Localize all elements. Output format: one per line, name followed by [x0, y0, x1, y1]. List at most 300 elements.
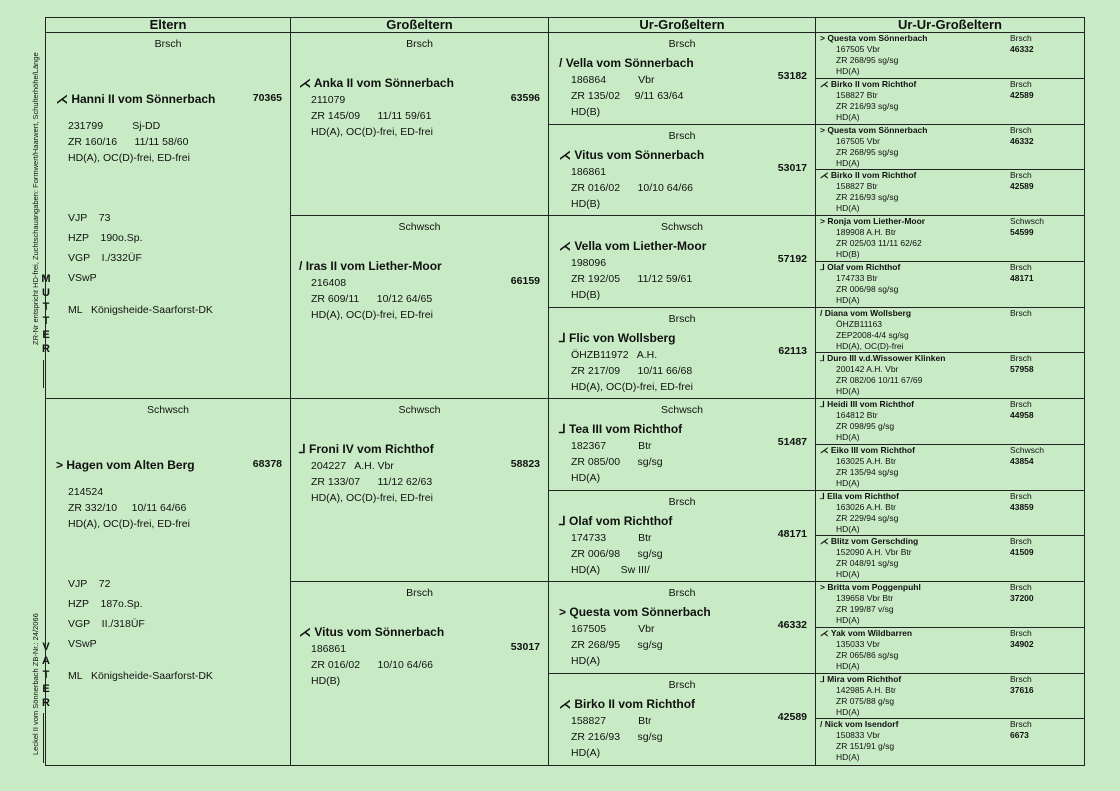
coat-color: Schwsch — [1010, 216, 1045, 226]
detail-line: 174733 Btr — [571, 531, 652, 544]
detail-text: ZR 098/95 g/sg — [836, 421, 895, 431]
detail-line — [816, 192, 1084, 203]
ururgrosseltern-cell — [816, 536, 1084, 582]
reg-number: 41509 — [1010, 547, 1034, 558]
line-mark: ⅃ — [559, 330, 566, 345]
dog-name-text: Hanni II vom Sönnerbach — [71, 92, 216, 106]
detail-line — [816, 696, 1084, 707]
detail-text: HD(A) — [836, 752, 860, 763]
detail-text: ZR 268/95 sg/sg — [836, 55, 899, 65]
dog-name-text: Eiko III vom Richthof — [830, 444, 915, 455]
detail-line — [816, 593, 1084, 604]
detail-line — [816, 284, 1084, 295]
detail-line: 182367 Btr — [571, 440, 652, 452]
reg-number: 46332 — [777, 619, 807, 631]
detail-line — [816, 158, 1084, 169]
line-mark: > — [820, 216, 825, 226]
detail-text: 152090 A.H. Vbr Btr — [836, 547, 912, 558]
details — [549, 438, 815, 486]
coat-color: Brsch — [1010, 719, 1032, 730]
coat-color: Brsch — [1010, 627, 1032, 638]
detail-line — [816, 478, 1084, 489]
header-ururgrosseltern: Ur-Ur-Großeltern — [816, 18, 1084, 33]
detail-line — [816, 410, 1084, 421]
ml-line: ML Königsheide-Saarforst-DK — [68, 304, 213, 316]
coat-color: Schwsch — [146, 404, 189, 416]
line-mark: > — [820, 33, 825, 43]
detail-text: HD(A) — [836, 386, 860, 397]
grosseltern-cell — [291, 399, 548, 582]
grosseltern-cell — [291, 582, 548, 765]
coat-color: Brsch — [406, 38, 433, 50]
dog-name-text: Ella vom Richthof — [827, 490, 899, 501]
reg-number: 58823 — [510, 458, 540, 470]
line-mark: / — [559, 56, 563, 70]
detail-text: ZR 082/06 10/11 67/69 — [836, 375, 923, 386]
reg-number: 44958 — [1010, 410, 1034, 420]
header-eltern: Eltern — [46, 18, 290, 33]
test-results — [46, 574, 290, 684]
detail-line — [816, 502, 1084, 513]
detail-line: ZR 135/02 9/11 63/64 — [571, 90, 684, 102]
detail-line — [816, 513, 1084, 524]
detail-line — [816, 364, 1084, 375]
detail-line: HD(A) Sw III/ — [571, 563, 650, 576]
detail-text: ZR 075/88 g/sg — [836, 695, 895, 706]
detail-text: 158827 Btr — [836, 181, 878, 192]
detail-line: ZR 268/95 sg/sg — [571, 639, 663, 651]
dog-row — [816, 33, 1084, 44]
dog-row — [816, 125, 1084, 136]
coat-color: Brsch — [668, 38, 696, 50]
line-mark: ⅃ — [820, 399, 825, 409]
reg-number: 42589 — [1010, 89, 1034, 100]
reg-number: 48171 — [1010, 272, 1034, 283]
detail-text: 163026 A.H. Btr — [836, 501, 897, 512]
dog-row — [816, 399, 1084, 410]
detail-line — [816, 203, 1084, 214]
detail-line — [816, 66, 1084, 77]
detail-line — [816, 639, 1084, 650]
detail-line — [816, 238, 1084, 249]
detail-text: ÖHZB11163 — [836, 318, 882, 329]
ururgrosseltern-cell — [816, 262, 1084, 308]
detail-line — [816, 547, 1084, 558]
reg-number: 53017 — [777, 161, 807, 174]
detail-line — [816, 456, 1084, 467]
reg-number: 34902 — [1010, 638, 1034, 649]
reg-number: 43854 — [1010, 455, 1034, 466]
detail-text: 163025 A.H. Btr — [836, 455, 897, 466]
detail-text: 167505 Vbr — [836, 135, 880, 146]
ururgrosseltern-cell — [816, 308, 1084, 354]
detail-line: HD(A), OC(D)-frei, ED-frei — [311, 492, 433, 504]
vater-letter: V — [42, 641, 50, 653]
detail-text: HD(A) — [836, 706, 860, 717]
detail-line — [816, 55, 1084, 66]
detail-line: 167505 Vbr — [571, 623, 655, 635]
detail-text: 135033 Vbr — [836, 638, 880, 649]
details — [291, 641, 548, 689]
vater-letter: A — [42, 655, 50, 667]
detail-line: HD(B) — [311, 675, 341, 687]
test-line: VJP 72 — [68, 578, 111, 590]
urgrosseltern-cell — [549, 582, 815, 674]
detail-text: ZR 048/91 sg/sg — [836, 558, 899, 569]
test-line: VGP I./332ÜF — [68, 252, 142, 264]
dog-row — [816, 216, 1084, 227]
dog-name-text: Blitz vom Gerschding — [830, 536, 919, 547]
detail-text: HD(A) — [836, 615, 860, 625]
line-mark: ⅃ — [299, 442, 306, 456]
line-mark: > — [820, 582, 825, 592]
detail-line: 231799 Sj-DD — [68, 120, 161, 132]
coat-color: Brsch — [154, 38, 182, 50]
ururgrosseltern-cell — [816, 674, 1084, 720]
detail-text: HD(A) — [836, 477, 860, 488]
dog-name-text: Hagen vom Alten Berg — [66, 458, 195, 472]
reg-number: 48171 — [777, 527, 807, 540]
detail-line: 198096 — [571, 257, 607, 269]
detail-line — [816, 524, 1084, 535]
detail-line: HD(B) — [571, 106, 601, 118]
detail-line: 214524 — [68, 486, 104, 498]
detail-line: ZR 085/00 sg/sg — [571, 456, 663, 468]
detail-text: 200142 A.H. Vbr — [836, 364, 899, 375]
dog-name-text: Birko II vom Richthof — [574, 696, 696, 711]
vater-letter: T — [42, 669, 50, 681]
reg-number: 66159 — [510, 275, 540, 287]
urgrosseltern-cell — [549, 308, 815, 400]
line-mark: > — [56, 458, 64, 472]
detail-text: HD(B) — [836, 249, 860, 259]
mutter-letter: R — [42, 343, 50, 355]
urgrosseltern-cell — [549, 33, 815, 125]
reg-number: 37200 — [1010, 593, 1034, 603]
line-mark: ⋌ — [820, 78, 829, 89]
details — [46, 118, 290, 166]
dog-row — [816, 170, 1084, 181]
urgrosseltern-cell — [549, 125, 815, 217]
reg-number: 6673 — [1010, 730, 1029, 741]
line-mark: ⋌ — [820, 444, 829, 455]
detail-line — [816, 650, 1084, 661]
dog-row — [816, 582, 1084, 593]
detail-text: 142985 A.H. Btr — [836, 684, 897, 695]
dog-name-text: Olaf vom Richthof — [569, 513, 673, 528]
detail-line: ZR 216/93 sg/sg — [571, 730, 663, 743]
line-mark: ⅃ — [820, 261, 825, 272]
column-eltern — [46, 18, 291, 765]
ururgrosseltern-cell — [816, 33, 1084, 79]
side-note-bottom: Leckel II vom Sönnerbach ZB-Nr.: 24/2066 — [31, 613, 40, 755]
header-urgrosseltern: Ur-Großeltern — [549, 18, 815, 33]
dog-row — [816, 353, 1084, 364]
dog-name-text: Tea III vom Richthof — [569, 422, 683, 436]
detail-text: HD(A) — [836, 66, 860, 76]
detail-line — [816, 386, 1084, 397]
detail-line: ZR 609/11 10/12 64/65 — [311, 293, 433, 305]
reg-number: 42589 — [777, 710, 807, 723]
urgrosseltern-cell — [549, 674, 815, 766]
coat-color: Brsch — [1010, 78, 1032, 89]
line-mark: / — [299, 259, 303, 273]
detail-line — [816, 112, 1084, 123]
reg-number: 57192 — [777, 253, 807, 265]
ml-line: ML Königsheide-Saarforst-DK — [68, 670, 213, 682]
details — [291, 275, 548, 323]
ururgrosseltern-cell — [816, 170, 1084, 216]
dog-name-text: Iras II vom Liether-Moor — [305, 259, 442, 273]
detail-line: ZR 192/05 11/12 59/61 — [571, 273, 693, 285]
vater-letter: E — [42, 683, 50, 695]
detail-line — [816, 741, 1084, 752]
detail-line: ZR 145/09 11/11 59/61 — [311, 110, 432, 122]
test-line: VSwP — [68, 272, 97, 284]
coat-color: Brsch — [1010, 673, 1032, 684]
detail-text: HD(A) — [836, 523, 860, 534]
urgrosseltern-cell — [549, 216, 815, 308]
line-mark: / — [820, 719, 823, 730]
coat-color: Brsch — [1010, 490, 1032, 501]
reg-number: 46332 — [1010, 135, 1034, 146]
dog-name-text: Birko II vom Richthof — [830, 78, 917, 89]
grosseltern-cell — [291, 216, 548, 399]
dog-name-text: Questa vom Sönnerbach — [827, 33, 928, 43]
dog-name-text: Heidi III vom Richthof — [827, 399, 915, 409]
detail-line — [816, 558, 1084, 569]
coat-color: Schwsch — [398, 404, 441, 416]
mutter-letter: M — [41, 273, 51, 285]
coat-color: Brsch — [1010, 307, 1032, 318]
coat-color: Schwsch — [398, 221, 441, 233]
detail-line — [816, 273, 1084, 284]
detail-line — [816, 90, 1084, 101]
mutter-letter: T — [42, 301, 50, 313]
detail-line: HD(A) — [571, 746, 601, 759]
detail-text: HD(A) — [836, 203, 860, 214]
urgrosseltern-cell — [549, 399, 815, 491]
ururgrosseltern-cell — [816, 399, 1084, 445]
details — [549, 527, 815, 578]
detail-line: 211079 — [311, 94, 346, 106]
detail-line — [816, 249, 1084, 260]
dog-name-text: Flic von Wollsberg — [569, 330, 676, 345]
detail-line: ZR 016/02 10/10 64/66 — [571, 181, 694, 194]
column-grosseltern — [291, 18, 549, 765]
details — [291, 458, 548, 506]
eltern-cell — [46, 399, 290, 765]
details — [549, 161, 815, 212]
ururgrosseltern-cell — [816, 216, 1084, 262]
dog-name-text: Vitus vom Sönnerbach — [574, 147, 705, 162]
detail-line: HD(A) — [571, 655, 601, 667]
detail-text: 150833 Vbr — [836, 730, 880, 741]
dog-name-text: Birko II vom Richthof — [830, 170, 917, 181]
dog-name-text: Nick vom Isendorf — [824, 719, 899, 730]
test-line: VGP II./318ÜF — [68, 618, 145, 630]
detail-line — [816, 604, 1084, 615]
detail-text: 139658 Vbr Btr — [836, 593, 894, 603]
detail-line: ZR 160/16 11/11 58/60 — [68, 136, 189, 148]
detail-text: ZR 135/94 sg/sg — [836, 466, 899, 477]
pedigree-grid — [45, 17, 1085, 766]
ururgrosseltern-cell — [816, 491, 1084, 537]
dog-name-text: Questa vom Sönnerbach — [569, 605, 711, 619]
line-mark: ⋌ — [559, 696, 571, 711]
dog-name-text: Yak vom Wildbarren — [830, 627, 913, 638]
detail-text: ZR 216/93 sg/sg — [836, 192, 899, 203]
detail-line: 186861 — [311, 643, 347, 655]
coat-color: Brsch — [1010, 124, 1032, 135]
detail-line — [816, 615, 1084, 626]
detail-line — [816, 330, 1084, 341]
header-grosseltern: Großeltern — [291, 18, 548, 33]
dog-row — [816, 308, 1084, 319]
detail-line — [816, 685, 1084, 696]
detail-line — [816, 707, 1084, 718]
coat-color: Brsch — [668, 678, 696, 691]
dog-name-text: Mira vom Richthof — [827, 673, 902, 684]
vater-divider — [43, 713, 44, 763]
dog-row — [816, 491, 1084, 502]
line-mark: ⋌ — [820, 170, 829, 181]
dog-row — [816, 674, 1084, 685]
details — [549, 72, 815, 120]
vater-letter: R — [42, 697, 50, 709]
detail-line — [816, 181, 1084, 192]
line-mark: ⋌ — [56, 92, 68, 106]
detail-line: 216408 — [311, 277, 347, 289]
coat-color: Brsch — [668, 129, 696, 142]
dog-name — [46, 458, 290, 472]
dog-name — [46, 92, 290, 106]
detail-line: ZR 217/09 10/11 66/68 — [571, 364, 693, 377]
detail-text: ZEP2008-4/4 sg/sg — [836, 329, 909, 340]
side-note-top: ZR-Nr entspricht HD-frei, Zuchtschauangaben: Formwert/Haarwert, Schulterhöhe/Länge — [31, 52, 40, 345]
urgrosseltern-cell — [549, 491, 815, 583]
details — [549, 710, 815, 761]
detail-text: HD(A) — [836, 569, 860, 580]
ururgrosseltern-cell — [816, 445, 1084, 491]
detail-line: HD(A) — [571, 472, 601, 484]
detail-line — [816, 295, 1084, 306]
detail-text: ZR 229/94 sg/sg — [836, 512, 899, 523]
detail-line: 186861 — [571, 165, 607, 178]
test-line: HZP 187o.Sp. — [68, 598, 143, 610]
detail-line: HD(B) — [571, 197, 601, 210]
detail-text: HD(A) — [836, 157, 860, 168]
detail-line: HD(B) — [571, 289, 601, 301]
coat-color: Schwsch — [1010, 444, 1045, 455]
detail-text: ZR 216/93 sg/sg — [836, 100, 899, 111]
detail-line: HD(A), OC(D)-frei, ED-frei — [311, 309, 433, 321]
line-mark: ⋌ — [299, 76, 311, 90]
test-line: HZP 190o.Sp. — [68, 232, 143, 244]
mutter-letter: U — [42, 287, 50, 299]
detail-text: 164812 Btr — [836, 410, 878, 420]
coat-color: Brsch — [668, 495, 696, 508]
test-line: VJP 73 — [68, 212, 111, 224]
dog-name-text: Vella vom Liether-Moor — [574, 239, 707, 253]
line-mark: > — [559, 605, 567, 619]
reg-number: 37616 — [1010, 684, 1034, 695]
grosseltern-cell — [291, 33, 548, 216]
detail-line — [816, 432, 1084, 443]
details — [549, 344, 815, 395]
line-mark: / — [820, 307, 823, 318]
detail-line: HD(A), OC(D)-frei, ED-frei — [571, 380, 693, 393]
detail-text: ZR 025/03 11/11 62/62 — [836, 238, 922, 248]
mutter-letter: T — [42, 315, 50, 327]
detail-text: HD(A), OC(D)-frei — [836, 340, 904, 351]
line-mark: ⅃ — [820, 673, 825, 684]
coat-color: Schwsch — [660, 221, 703, 233]
detail-text: HD(A) — [836, 294, 860, 305]
coat-color: Brsch — [1010, 536, 1032, 547]
detail-line: 204227 A.H. Vbr — [311, 460, 394, 472]
detail-text: ZR 065/86 sg/sg — [836, 649, 899, 660]
detail-text: 189908 A.H. Btr — [836, 227, 897, 237]
detail-line — [816, 752, 1084, 763]
coat-color: Brsch — [406, 587, 433, 599]
detail-line: ZR 006/98 sg/sg — [571, 547, 663, 560]
reg-number: 51487 — [777, 436, 807, 448]
mutter-letter: E — [42, 329, 50, 341]
reg-number: 43859 — [1010, 501, 1034, 512]
reg-number: 70365 — [252, 92, 282, 104]
coat-color: Schwsch — [660, 404, 703, 416]
dog-name-text: Anka II vom Sönnerbach — [313, 76, 454, 90]
detail-line — [816, 375, 1084, 386]
line-mark: ⅃ — [559, 422, 566, 436]
column-ururgrosseltern — [816, 18, 1084, 765]
details — [46, 484, 290, 532]
test-line: VSwP — [68, 638, 97, 650]
dog-row — [816, 445, 1084, 456]
coat-color: Brsch — [1010, 33, 1032, 43]
dog-name-text: Vitus vom Sönnerbach — [314, 625, 445, 639]
coat-color: Brsch — [1010, 170, 1032, 181]
ururgrosseltern-cell — [816, 353, 1084, 399]
line-mark: ⅃ — [559, 513, 566, 528]
column-urgrosseltern — [549, 18, 816, 765]
detail-text: 174733 Btr — [836, 272, 878, 283]
reg-number: 42589 — [1010, 181, 1034, 192]
line-mark: ⋌ — [820, 627, 829, 638]
mutter-divider — [43, 360, 44, 388]
dog-name-text: Diana vom Wollsberg — [824, 307, 912, 318]
detail-text: 167505 Vbr — [836, 44, 880, 54]
line-mark: ⋌ — [559, 239, 571, 253]
ururgrosseltern-cell — [816, 628, 1084, 674]
reg-number: 63596 — [510, 92, 540, 104]
dog-name-text: Britta vom Poggenpuhl — [827, 582, 921, 592]
detail-line: ZR 332/10 10/11 64/66 — [68, 502, 187, 514]
detail-line — [816, 661, 1084, 672]
detail-line: ÖHZB11972 A.H. — [571, 348, 658, 361]
detail-line — [816, 227, 1084, 238]
dog-row — [816, 719, 1084, 730]
detail-text: ZR 199/87 v/sg — [836, 604, 894, 614]
detail-text: HD(A) — [836, 432, 860, 442]
line-mark: ⋌ — [299, 625, 311, 639]
detail-line — [816, 44, 1084, 55]
detail-line — [816, 101, 1084, 112]
detail-line — [816, 136, 1084, 147]
reg-number: 46332 — [1010, 44, 1034, 54]
ururgrosseltern-cell — [816, 79, 1084, 125]
